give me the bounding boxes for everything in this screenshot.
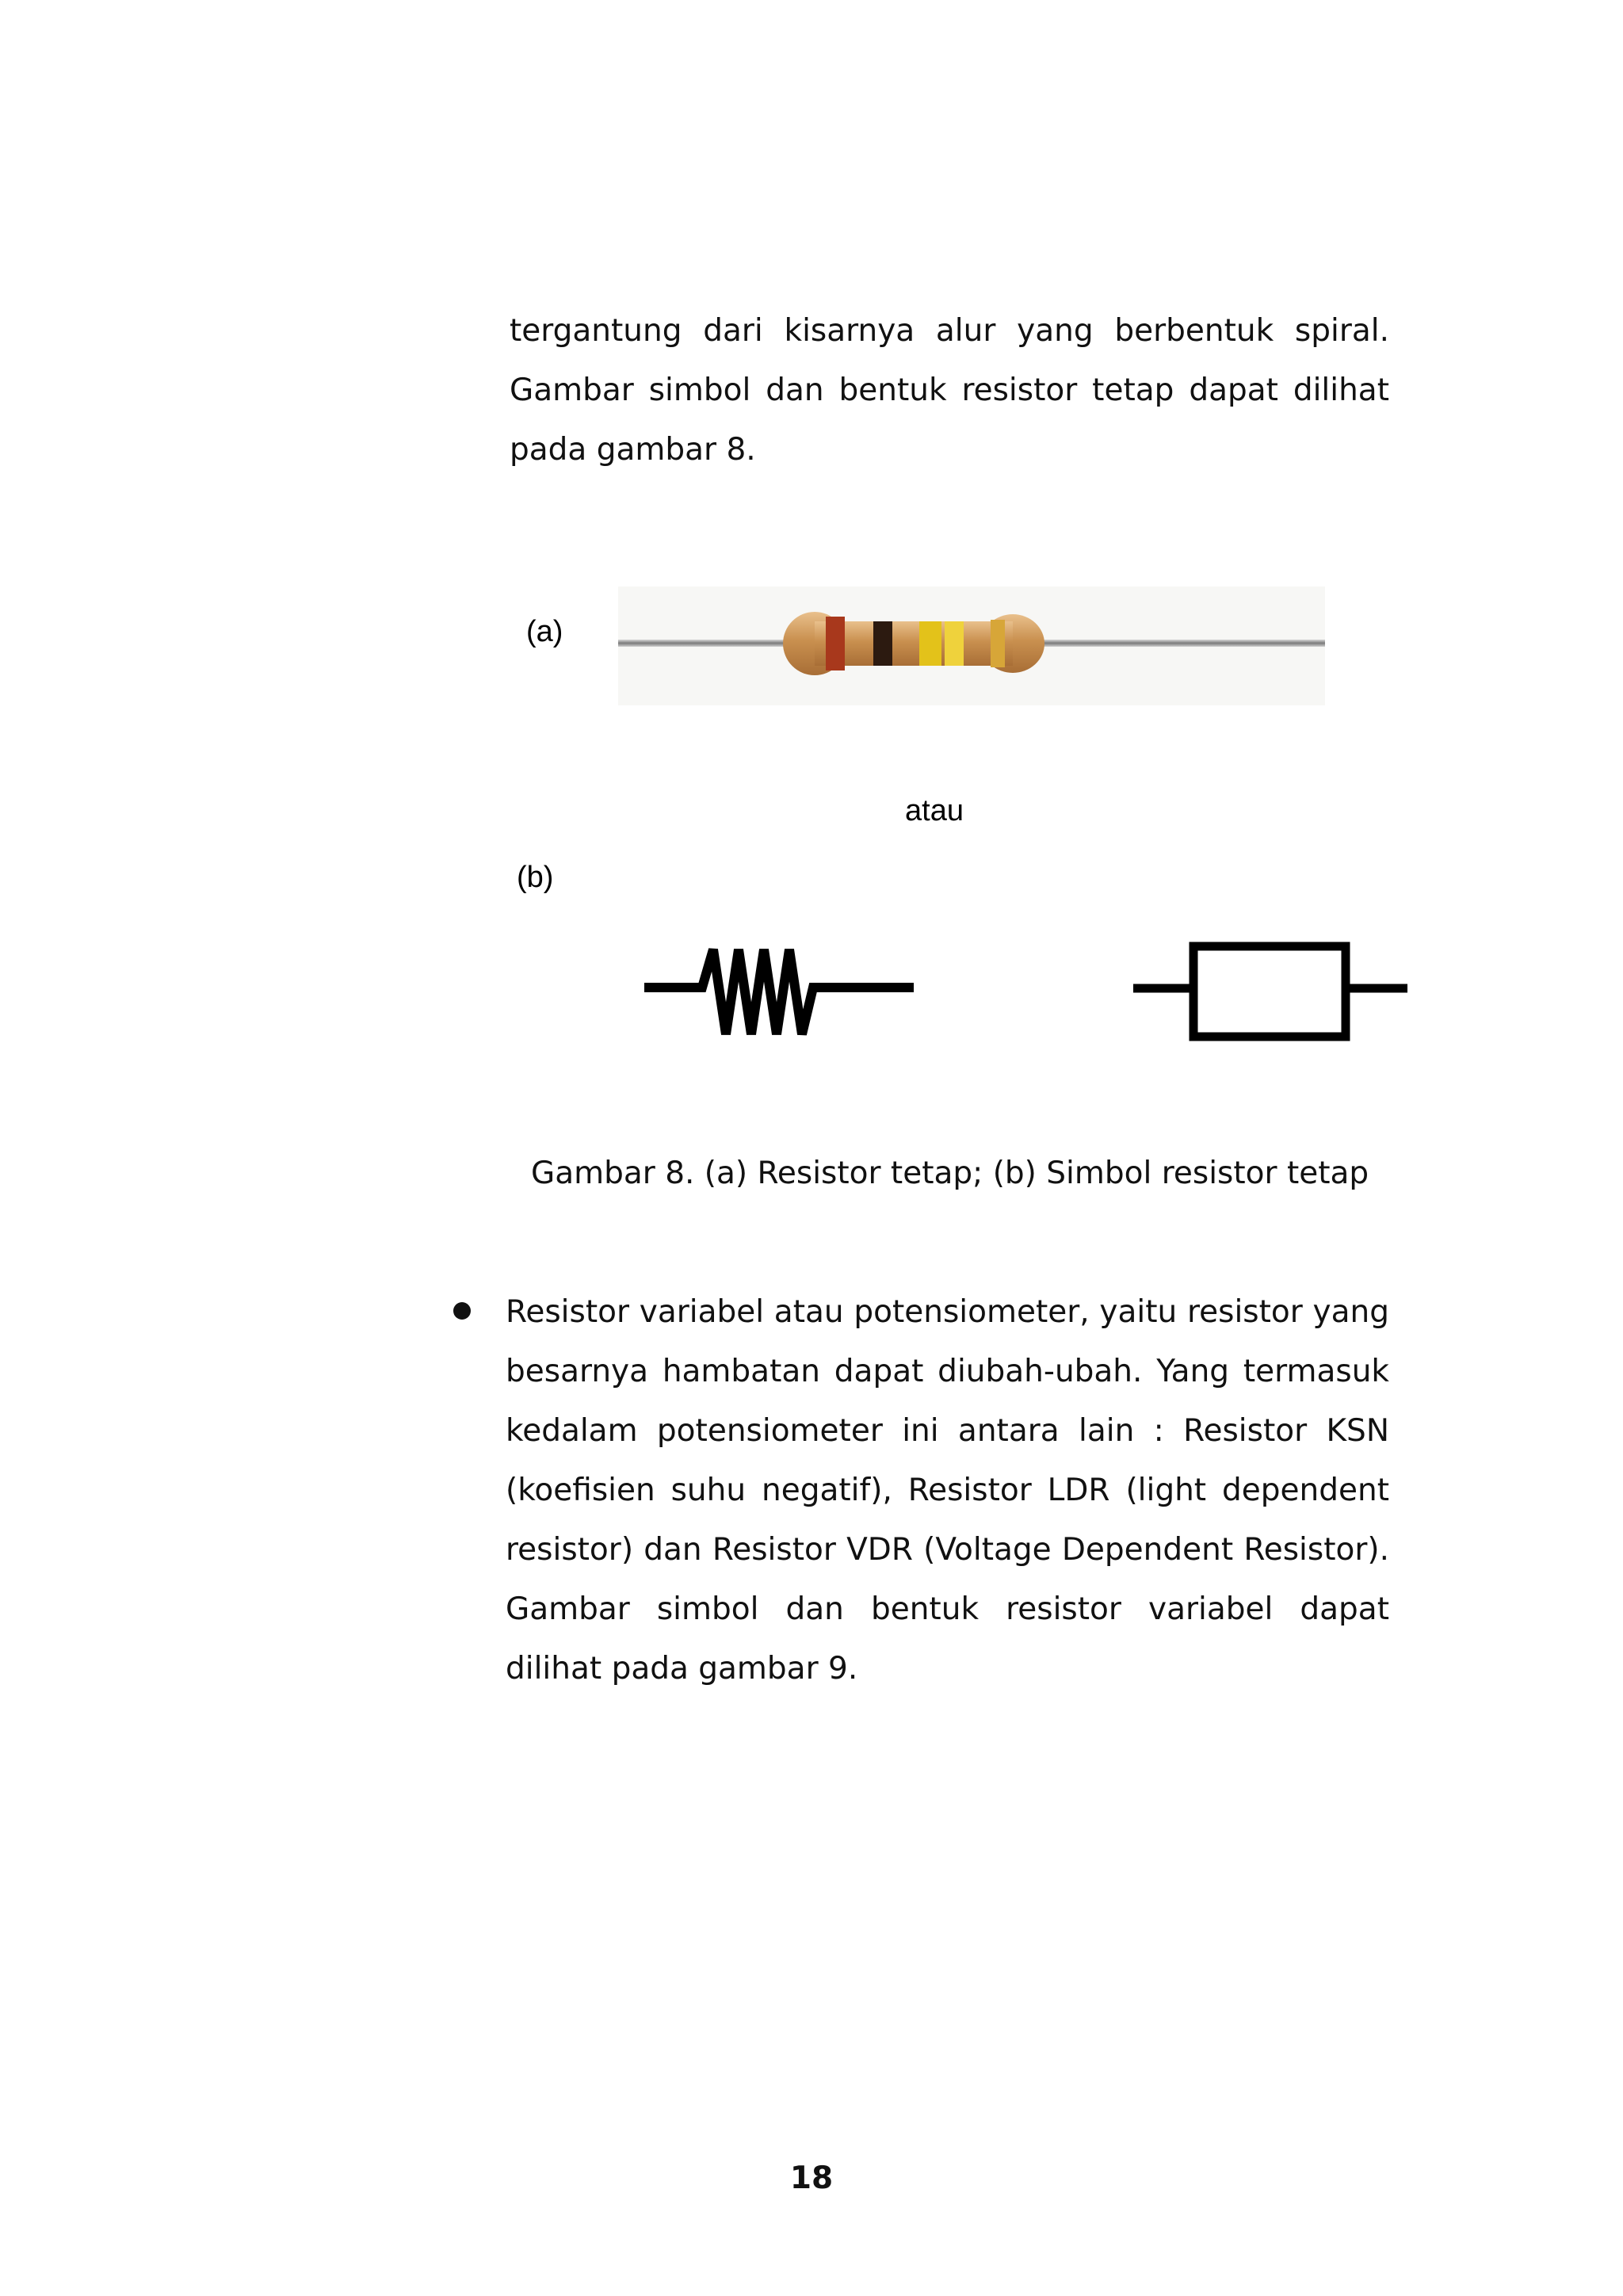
page-number: 18 (789, 2160, 834, 2196)
bullet-paragraph: Resistor variabel atau potensiometer, yaitu resistor yang besarnya hambatan dapat diubah-ubah. Yang termasuk kedalam potensiometer ini antara lain : Resistor KSN (koefisien suhu negatif), Resistor LDR (light dependent resistor) dan Resistor VDR (Voltage Dependent Resistor). Gambar simbol dan bentuk resistor variabel dapat dilihat pada gambar 9. (506, 1294, 1389, 1687)
resistor-box-symbol-icon (1132, 939, 1409, 1042)
figure-label-a: (a) (526, 615, 563, 648)
bullet-dot-icon (453, 1302, 471, 1320)
figure-caption: Gambar 8. (a) Resistor tetap; (b) Simbol resistor tetap (531, 1156, 1369, 1191)
figure-separator-atau: atau (905, 794, 964, 827)
figure-label-b: (b) (517, 861, 554, 894)
resistor-photo (618, 586, 1325, 705)
intro-paragraph: tergantung dari kisarnya alur yang berbentuk spiral. Gambar simbol dan bentuk resistor tetap dapat dilihat pada gambar 8. (510, 313, 1389, 468)
resistor-zigzag-symbol-icon (640, 935, 918, 1042)
